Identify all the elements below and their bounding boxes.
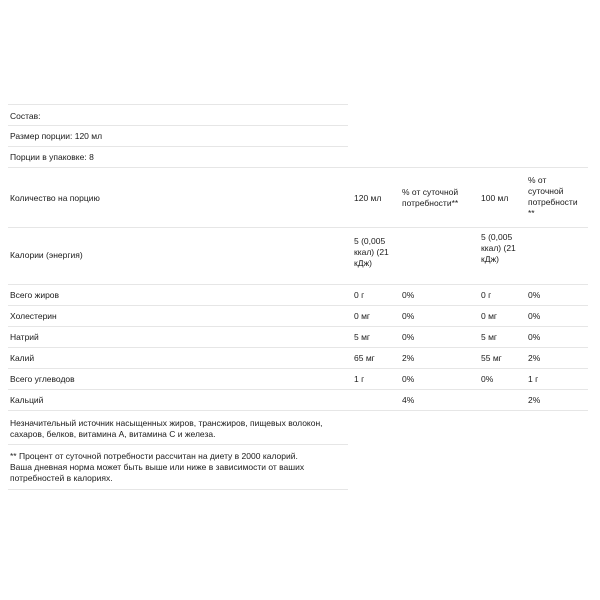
dv-100: 0%: [528, 332, 541, 342]
row-label: Всего углеводов: [10, 374, 75, 384]
divider: [8, 368, 588, 369]
dv-120: 0%: [402, 290, 415, 300]
divider: [8, 227, 588, 228]
col-header-dv-120: % от суточной потребности**: [402, 187, 459, 208]
composition-label: Состав:: [10, 111, 41, 121]
divider: [8, 444, 348, 445]
dv-120: 2%: [402, 353, 415, 363]
divider: [8, 125, 348, 126]
row-label: Натрий: [10, 332, 39, 342]
value-100: 5 (0,005 ккал) (21 кДж): [481, 232, 516, 264]
value-120: 5 (0,005 ккал) (21 кДж): [354, 236, 389, 268]
col-header-amount: Количество на порцию: [10, 193, 100, 203]
divider: [8, 389, 588, 390]
dv-100: 1 г: [528, 374, 539, 384]
value-100: 55 мг: [481, 353, 502, 363]
value-100: 0 г: [481, 290, 492, 300]
divider: [8, 284, 588, 285]
insignificant-sources-note: Незначительный источник насыщенных жиров, трансжиров, пищевых волокон, сахаров, белков, витамина А, витамина С и железа.: [10, 418, 323, 439]
col-header-120ml: 120 мл: [354, 193, 382, 203]
daily-value-footnote: ** Процент от суточной потребности рассчитан на диету в 2000 калорий. Ваша дневная норма может быть выше или ниже в зависимости от ваших потребностей в калориях.: [10, 451, 305, 483]
divider: [8, 104, 348, 105]
dv-100: 0%: [528, 311, 541, 321]
divider: [8, 410, 588, 411]
divider: [8, 347, 588, 348]
value-100: 0%: [481, 374, 494, 384]
row-label: Калий: [10, 353, 35, 363]
dv-120: 0%: [402, 374, 415, 384]
value-100: 5 мг: [481, 332, 498, 342]
value-120: 1 г: [354, 374, 365, 384]
dv-120: 4%: [402, 395, 415, 405]
value-120: 5 мг: [354, 332, 371, 342]
serving-size: Размер порции: 120 мл: [10, 131, 103, 141]
servings-per-pack: Порции в упаковке: 8: [10, 152, 94, 162]
dv-100: 0%: [528, 290, 541, 300]
row-label: Всего жиров: [10, 290, 60, 300]
value-100: 0 мг: [481, 311, 498, 321]
divider: [8, 146, 348, 147]
col-header-dv-100: % от суточной потребности **: [528, 175, 578, 218]
value-120: 65 мг: [354, 353, 375, 363]
row-label: Калории (энергия): [10, 250, 83, 260]
divider: [8, 167, 588, 168]
row-label: Холестерин: [10, 311, 57, 321]
col-header-100ml: 100 мл: [481, 193, 509, 203]
row-label: Кальций: [10, 395, 44, 405]
divider: [8, 305, 588, 306]
dv-100: 2%: [528, 353, 541, 363]
value-120: 0 мг: [354, 311, 371, 321]
dv-100: 2%: [528, 395, 541, 405]
dv-120: 0%: [402, 332, 415, 342]
divider: [8, 489, 348, 490]
divider: [8, 326, 588, 327]
dv-120: 0%: [402, 311, 415, 321]
value-120: 0 г: [354, 290, 365, 300]
